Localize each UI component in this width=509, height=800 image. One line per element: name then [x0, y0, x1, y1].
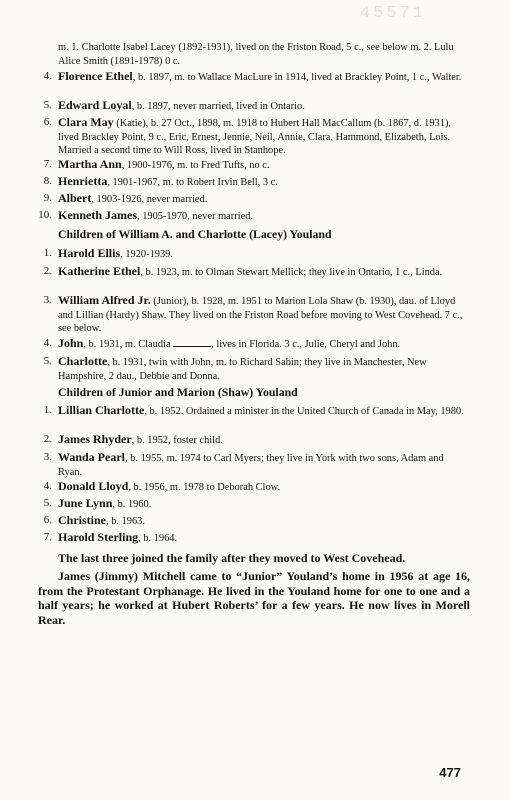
- list-item: 5. Charlotte, b. 1931, twin with John, m. to Richard Sabin; they live in Manchester, New Hampshire, 2 dau., Debbie and Donna.: [43, 354, 427, 382]
- list-item: 6. Christine, b. 1963.: [43, 513, 145, 527]
- list-item: 5. June Lynn, b. 1960.: [43, 496, 152, 510]
- page-number: 477: [439, 765, 461, 780]
- list-item: 6. Clara May (Katie), b. 27 Oct., 1898, m. 1918 to Hubert Hall MacCallum (b. 1867, d. 1931), lived Brackley Point, 9 c., Eric, Ernest, Jennie, Neil, Annie, Clara, Hammond, Elizabeth, Lois. Married a second time to Will Ross, lived in Stanhope.: [43, 115, 452, 156]
- paragraph: James (Jimmy) Mitchell came to “Junior” Youland’s home in 1956 at age 16, from the Protestant Orphanage. He lived in the Youland home for one to one and a half years; he worked at Hubert Roberts’ for a few years. He now lives in Morell Rear.: [38, 569, 470, 627]
- list-item: 1. Harold Ellis, 1920-1939.: [43, 246, 173, 260]
- list-item: 4. Florence Ethel, b. 1897, m. to Wallace MacLure in 1914, lived at Brackley Point, 1 c., Walter.: [43, 69, 462, 83]
- section-heading: Children of William A. and Charlotte (Lacey) Youland: [58, 227, 332, 241]
- paragraph: The last three joined the family after they moved to West Covehead.: [58, 551, 406, 565]
- list-item: 9. Albert, 1903-1926, never married.: [43, 191, 208, 205]
- list-item: 1. Lillian Charlotte, b. 1952. Ordained a minister in the United Church of Canada in May, 1980.: [43, 403, 464, 417]
- list-item: 4. John, b. 1931, m. Claudia , lives in Florida. 3 c., Julie, Cheryl and John.: [43, 336, 401, 350]
- list-item: 7. Martha Ann, 1900-1976, m. to Fred Tufts, no c.: [43, 157, 270, 171]
- faint-page-mark: 45571: [360, 4, 427, 23]
- list-item: 3. William Alfred Jr. (Junior), b. 1928, m. 1951 to Marion Lola Shaw (b. 1930), dau. of Lloyd and Lillian (Hardy) Shaw. They lived on the Friston Road before moving to West Covehead. 7 c., see below.: [43, 293, 463, 334]
- list-item: 7. Harold Sterling, b. 1964.: [43, 530, 178, 544]
- list-item: 2. Katherine Ethel, b. 1923, m. to Olman Stewart Mellick; they live in Ontario, 1 c., Linda.: [43, 264, 443, 278]
- list-item: 2. James Rhyder, b. 1952, foster child.: [43, 432, 223, 446]
- list-item: 4. Donald Lloyd, b. 1956, m. 1978 to Deborah Clow.: [43, 479, 281, 493]
- list-item: 10. Kenneth James, 1905-1970, never married.: [38, 208, 253, 222]
- list-item: 8. Henrietta, 1901-1967, m. to Robert Irvin Bell, 3 c.: [43, 174, 278, 188]
- list-item: 5. Edward Loyal, b. 1897, never married, lived in Ontario.: [43, 98, 305, 112]
- section-heading: Children of Junior and Marion (Shaw) Youland: [58, 385, 298, 399]
- continuation-text: m. 1. Charlotte Isabel Lacey (1892-1931), lived on the Friston Road, 5 c., see below m. 2. Lulu Alice Smith (1891-1978) 0 c.: [58, 42, 454, 67]
- blank-line: [173, 337, 211, 347]
- list-item: 3. Wanda Pearl, b. 1955, m. 1974 to Carl Myers; they live in York with two sons, Adam and Ryan.: [43, 450, 444, 478]
